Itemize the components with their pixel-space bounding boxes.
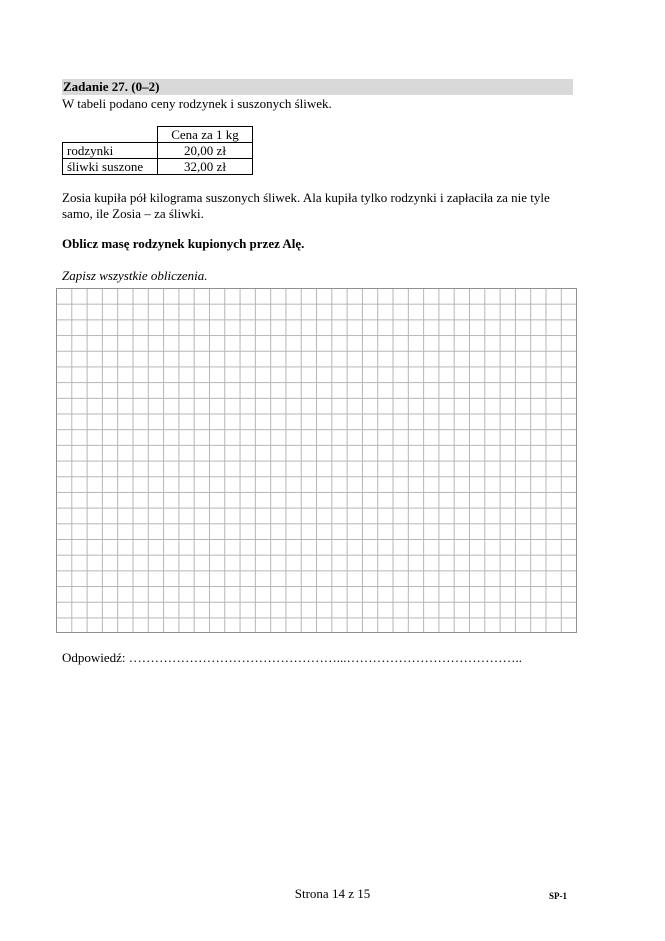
table-row-name: śliwki suszone [63,159,158,175]
task-instruction: Zapisz wszystkie obliczenia. [62,268,208,283]
table-row-price: 20,00 zł [158,143,253,159]
table-row [63,159,253,175]
task-command: Oblicz masę rodzynek kupionych przez Alę. [62,236,305,251]
table-corner-cell [63,127,158,143]
table-row [63,143,253,159]
task-story: Zosia kupiła pół kilograma suszonych śliwek. Ala kupiła tylko rodzynki i zapłaciła za nie tyle samo, ile Zosia – za śliwki. [62,190,550,221]
answer-dots[interactable]: …………………………………………...………………………………….. [128,650,523,665]
page-number: Strona 14 z 15 [294,886,371,901]
calculation-grid[interactable] [56,288,577,633]
exam-code: SP-1 [549,891,567,901]
table-row-name: rodzynki [63,143,158,159]
answer-line[interactable] [62,650,522,666]
table-header-row [63,127,253,143]
table-row-price: 32,00 zł [158,159,253,175]
task-intro: W tabeli podano ceny rodzynek i suszonych śliwek. [62,96,332,111]
table-column-header: Cena za 1 kg [158,127,253,143]
task-header: Zadanie 27. (0–2) [62,79,573,95]
answer-label: Odpowiedź: [62,650,126,665]
price-table [62,126,253,175]
